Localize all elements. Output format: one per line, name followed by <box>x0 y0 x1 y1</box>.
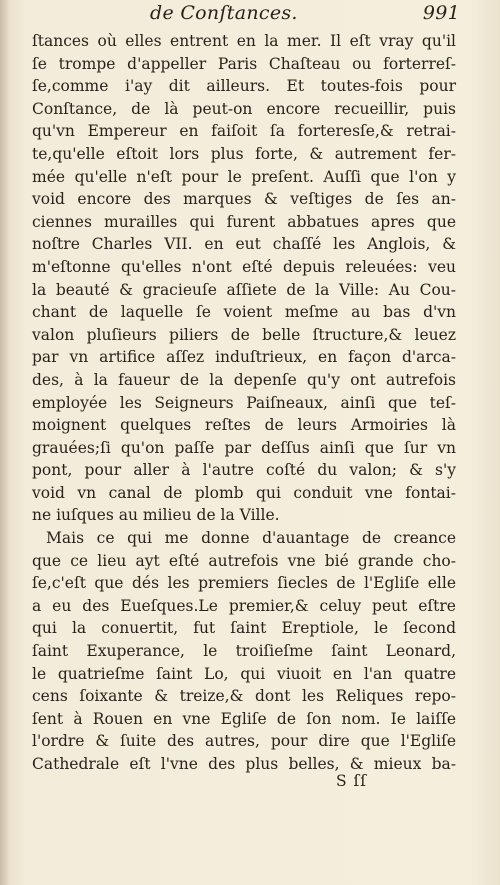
text-line: ſaint Exuperance, le troiſieſme ſaint Leonard, <box>32 642 456 661</box>
running-head <box>150 2 460 28</box>
text-line: void vn canal de plomb qui conduit vne fontai- <box>32 483 456 502</box>
gutter-shadow <box>0 0 10 885</box>
text-line: la beauté & gracieuſe aſſiete de la Ville: Au Cou- <box>32 280 456 299</box>
text-line: ſtances où elles entrent en la mer. Il eſt vray qu'il <box>32 32 456 50</box>
text-line: grauées;ſi qu'on paſſe par deſſus ainſi que ſur vn <box>32 438 456 457</box>
text-line: noſtre Charles VII. en eut chaſſé les Anglois, & <box>32 235 456 254</box>
paragraph-end-line: ne iuſques au milieu de la Ville. <box>32 506 280 525</box>
text-line: pont, pour aller à l'autre coſté du valon; & s'y <box>32 461 456 480</box>
text-line: qu'vn Empereur en faiſoit ſa forteresſe,& retrai- <box>32 122 456 141</box>
text-line: ſe,c'eſt que dés les premiers ſiecles de l'Egliſe elle <box>32 574 456 593</box>
text-line: l'ordre & ſuite des autres, pour dire que l'Egliſe <box>32 732 456 751</box>
text-line: valon pluſieurs piliers de belle ſtructure,& leuez <box>32 325 456 344</box>
page-number: 991 <box>422 2 460 24</box>
text-line: ſent à Rouen en vne Egliſe de ſon nom. Ie laiſſe <box>32 709 456 728</box>
text-line: ciennes murailles qui furent abbatues apres que <box>32 212 456 231</box>
text-line: te,qu'elle eſtoit lors plus forte, & autrement fer- <box>32 144 456 163</box>
text-line: a eu des Eueſques.Le premier,& celuy peut eſtre <box>32 596 456 615</box>
text-line: que ce lieu ayt eſté autrefois vne bié grande cho- <box>32 551 456 570</box>
running-title: de Conſtances. <box>150 2 298 24</box>
text-line: m'eſtonne qu'elles n'ont eſté depuis releuées: veu <box>32 257 456 276</box>
text-line: ſe,comme i'ay dit ailleurs. Et toutes-fois pour <box>32 77 456 96</box>
text-line: par vn artifice aſſez induſtrieux, en façon d'arca- <box>32 348 456 367</box>
text-line: qui la conuertit, fut ſaint Ereptiole, le ſecond <box>32 619 456 638</box>
text-line: employée les Seigneurs Paiſneaux, ainſi que teſ- <box>32 393 456 412</box>
text-line: cens ſoixante & treize,& dont les Reliques repo- <box>32 687 456 706</box>
text-line: Conſtance, de là peut-on encore recueillir, puis <box>32 99 456 118</box>
text-line: Cathedrale eſt l'vne des plus belles, & mieux ba- <box>32 755 456 773</box>
text-line: chant de laquelle ſe voient meſme au bas d'vn <box>32 303 456 322</box>
paragraph-start-line: Mais ce qui me donne d'auantage de creance <box>46 529 456 548</box>
text-line: des, à la faueur de la depenſe qu'y ont autrefois <box>32 370 456 389</box>
text-line: void encore des marques & veſtiges de ſes an- <box>32 190 456 209</box>
signature-mark: S ſſ <box>336 772 368 790</box>
text-line: le quatrieſme ſaint Lo, qui viuoit en l'an quatre <box>32 664 456 683</box>
text-line: ſe trompe d'appeller Paris Chaſteau ou forterreſ- <box>32 54 456 73</box>
text-line: moignent quelques reſtes de leurs Armoiries là <box>32 416 456 435</box>
text-line: mée qu'elle n'eſt pour le preſent. Auſſi que l'on y <box>32 167 456 186</box>
body-text <box>32 30 456 776</box>
